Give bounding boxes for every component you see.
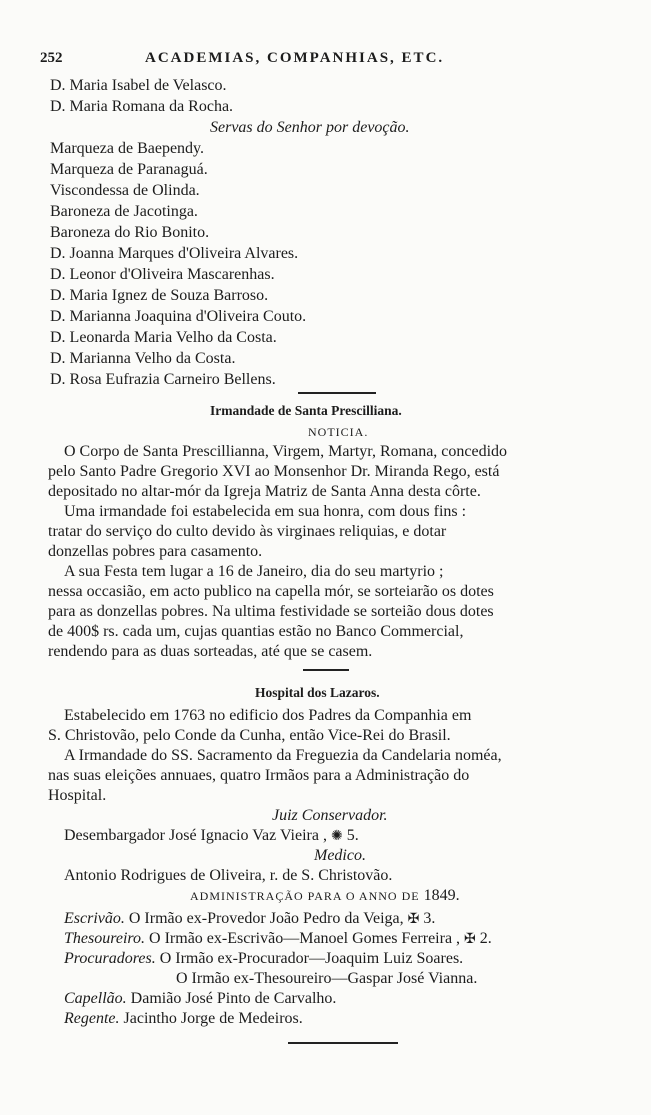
admin-row	[64, 989, 336, 1009]
page-header	[40, 50, 611, 72]
cross-icon: ✠	[407, 912, 420, 927]
list-item: D. Marianna Joaquina d'Oliveira Couto.	[50, 308, 307, 325]
paragraph-line: nas suas eleições annuaes, quatro Irmãos para a Administração do	[48, 767, 470, 784]
divider	[303, 669, 349, 671]
paragraph-line: de 400$ rs. cada um, cujas quantias estão no Banco Commercial,	[48, 623, 464, 640]
list-item: D. Rosa Eufrazia Carneiro Bellens.	[50, 371, 276, 388]
admin-text: O Irmão ex-Provedor João Pedro da Veiga,	[128, 910, 404, 927]
list-item: D. Leonor d'Oliveira Mascarenhas.	[50, 266, 275, 283]
section-title: Hospital dos Lazaros.	[255, 685, 380, 700]
list-item: D. Leonarda Maria Velho da Costa.	[50, 329, 277, 346]
paragraph-line: donzellas pobres para casamento.	[48, 543, 263, 560]
medico-heading: Medico.	[314, 847, 366, 864]
admin-role: Thesoureiro.	[64, 930, 146, 947]
admin-role: Procuradores.	[64, 950, 156, 967]
paragraph-line: Estabelecido em 1763 no edificio dos Padres da Companhia em	[64, 707, 472, 724]
admin-year: 1849.	[423, 887, 460, 904]
list-item: Baroneza do Rio Bonito.	[50, 224, 210, 241]
paragraph-line: rendendo para as duas sorteadas, até que se casem.	[48, 643, 373, 660]
list-item: D. Maria Isabel de Velasco.	[50, 77, 227, 94]
admin-row	[64, 909, 435, 930]
admin-heading-label: ADMINISTRAÇÃO PARA O ANNO DE	[190, 889, 420, 903]
paragraph-line: Uma irmandade foi estabelecida em sua honra, com dous fins :	[64, 503, 467, 520]
paragraph-line: depositado no altar-mór da Igreja Matriz de Santa Anna desta côrte.	[48, 483, 481, 500]
order-insignia-icon: ✺	[330, 829, 343, 844]
paragraph-line: tratar do serviço do culto devido às virginaes reliquias, e dotar	[48, 523, 447, 540]
paragraph-line: para as donzellas pobres. Na ultima festividade se sorteião dous dotes	[48, 603, 494, 620]
admin-text: O Irmão ex-Escrivão—Manoel Gomes Ferreira ,	[149, 930, 461, 947]
section-title: Irmandade de Santa Prescilliana.	[210, 403, 402, 418]
cross-icon: ✠	[464, 932, 476, 947]
paragraph-line: A Irmandade do SS. Sacramento da Freguezia da Candelaria noméa,	[64, 747, 502, 764]
admin-number: 2.	[479, 930, 492, 947]
list-item: D. Marianna Velho da Costa.	[50, 350, 236, 367]
paragraph-line: Hospital.	[48, 787, 107, 804]
list-item: D. Joanna Marques d'Oliveira Alvares.	[50, 245, 299, 262]
admin-text: Damião José Pinto de Carvalho.	[130, 990, 337, 1007]
medico-entry: Antonio Rodrigues de Oliveira, r. de S. Christovão.	[64, 867, 393, 884]
admin-text: O Irmão ex-Thesoureiro—Gaspar José Vianna.	[176, 970, 478, 987]
paragraph-line: S. Christovão, pelo Conde da Cunha, então Vice-Rei do Brasil.	[48, 727, 451, 744]
admin-row	[176, 969, 477, 989]
juiz-entry	[64, 826, 359, 847]
divider	[288, 1042, 398, 1044]
juiz-heading: Juiz Conservador.	[272, 807, 388, 824]
list-item: Baroneza de Jacotinga.	[50, 203, 198, 220]
admin-role: Regente.	[64, 1010, 120, 1027]
divider	[298, 392, 376, 394]
juiz-number: 5.	[346, 827, 359, 844]
servas-heading: Servas do Senhor por devoção.	[210, 119, 410, 136]
list-item: D. Maria Ignez de Souza Barroso.	[50, 287, 269, 304]
list-item: Viscondessa de Olinda.	[50, 182, 200, 199]
running-title: ACADEMIAS, COMPANHIAS, ETC.	[145, 50, 445, 66]
paragraph-line: A sua Festa tem lugar a 16 de Janeiro, dia do seu martyrio ;	[64, 563, 444, 580]
list-item: Marqueza de Paranaguá.	[50, 161, 208, 178]
admin-text: Jacintho Jorge de Medeiros.	[123, 1010, 303, 1027]
juiz-name: Desembargador José Ignacio Vaz Vieira ,	[64, 827, 327, 844]
admin-number: 3.	[423, 910, 436, 927]
paragraph-line: O Corpo de Santa Prescillianna, Virgem, Martyr, Romana, concedido	[64, 443, 508, 460]
paragraph-line: nessa occasião, em acto publico na capella mór, se sorteiarão os dotes	[48, 583, 494, 600]
page-number: 252	[40, 50, 63, 66]
admin-heading	[190, 886, 460, 906]
admin-role: Escrivão.	[64, 910, 125, 927]
admin-row	[64, 949, 463, 969]
admin-text: O Irmão ex-Procurador—Joaquim Luiz Soares.	[159, 950, 464, 967]
paragraph-line: pelo Santo Padre Gregorio XVI ao Monsenhor Dr. Miranda Rego, está	[48, 463, 500, 480]
list-item: Marqueza de Baependy.	[50, 140, 204, 157]
list-item: D. Maria Romana da Rocha.	[50, 98, 234, 115]
admin-role: Capellão.	[64, 990, 127, 1007]
section-subtitle: NOTICIA.	[308, 425, 369, 439]
admin-row	[64, 929, 492, 950]
admin-row	[64, 1009, 303, 1029]
